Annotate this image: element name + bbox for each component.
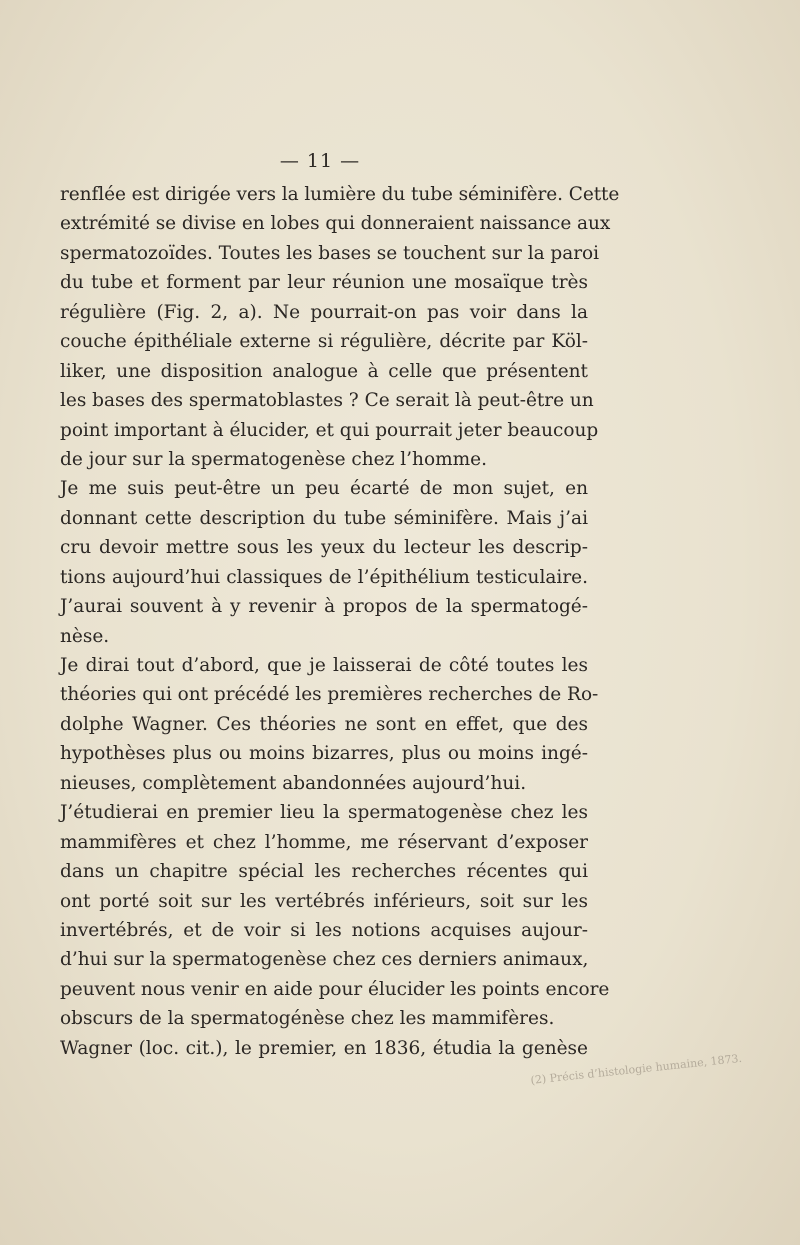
text-line: théories qui ont précédé les premières recherches de Ro-	[60, 684, 599, 706]
text-line: liker, une disposition analogue à celle que présentent	[60, 360, 588, 382]
text-line: Je me suis peut-être un peu écarté de mon sujet, en	[60, 478, 588, 500]
text-line: tions aujourd’hui classiques de l’épithélium testiculaire.	[60, 566, 588, 588]
text-line: d’hui sur la spermatogenèse chez ces derniers animaux,	[60, 949, 589, 971]
text-line: cru devoir mettre sous les yeux du lecteur les descrip-	[60, 537, 588, 559]
text-line: renflée est dirigée vers la lumière du tube séminifère. Cette	[60, 184, 620, 205]
text-line: dans un chapitre spécial les recherches récentes qui	[60, 861, 588, 883]
show-through-text: (2) Précis d’histologie humaine, 1873.	[530, 1051, 743, 1087]
text-line: spermatozoïdes. Toutes les bases se touchent sur la paroi	[60, 242, 600, 264]
text-line: du tube et forment par leur réunion une mosaïque très	[60, 272, 588, 294]
page-number: — 11 —	[279, 150, 361, 172]
text-line: extrémité se divise en lobes qui donneraient naissance aux	[60, 213, 611, 235]
text-line: invertébrés, et de voir si les notions acquises aujour-	[60, 919, 588, 941]
body-text	[60, 180, 620, 1063]
text-line: Je dirai tout d’abord, que je laisserai de côté toutes les	[60, 655, 588, 676]
text-line: point important à élucider, et qui pourrait jeter beaucoup	[60, 419, 599, 441]
text-line: J’étudierai en premier lieu la spermatogenèse chez les	[60, 802, 588, 824]
text-line: peuvent nous venir en aide pour élucider les points encore	[60, 978, 610, 1000]
text-line: dolphe Wagner. Ces théories ne sont en effet, que des	[60, 713, 588, 735]
text-line: régulière (Fig. 2, a). Ne pourrait-on pas voir dans la	[60, 301, 588, 323]
text-line: nieuses, complètement abandonnées aujourd’hui.	[60, 772, 527, 794]
text-line: J’aurai souvent à y revenir à propos de la spermatogé-	[60, 596, 588, 618]
text-line: Wagner (loc. cit.), le premier, en 1836, étudia la genèse	[60, 1037, 588, 1059]
text-line: couche épithéliale externe si régulière, décrite par Köl-	[60, 331, 588, 353]
text-line: nèse.	[60, 625, 110, 647]
text-line: de jour sur la spermatogenèse chez l’homme.	[60, 448, 488, 470]
text-line: les bases des spermatoblastes ? Ce serait là peut-être un	[60, 390, 594, 412]
text-line: donnant cette description du tube séminifère. Mais j’ai	[60, 507, 588, 529]
text-line: obscurs de la spermatogénèse chez les mammifères.	[60, 1008, 555, 1030]
text-line: hypothèses plus ou moins bizarres, plus ou moins ingé-	[60, 743, 588, 765]
text-line: mammifères et chez l’homme, me réservant d’exposer	[60, 831, 588, 853]
text-line: ont porté soit sur les vertébrés inférieurs, soit sur les	[60, 890, 588, 912]
